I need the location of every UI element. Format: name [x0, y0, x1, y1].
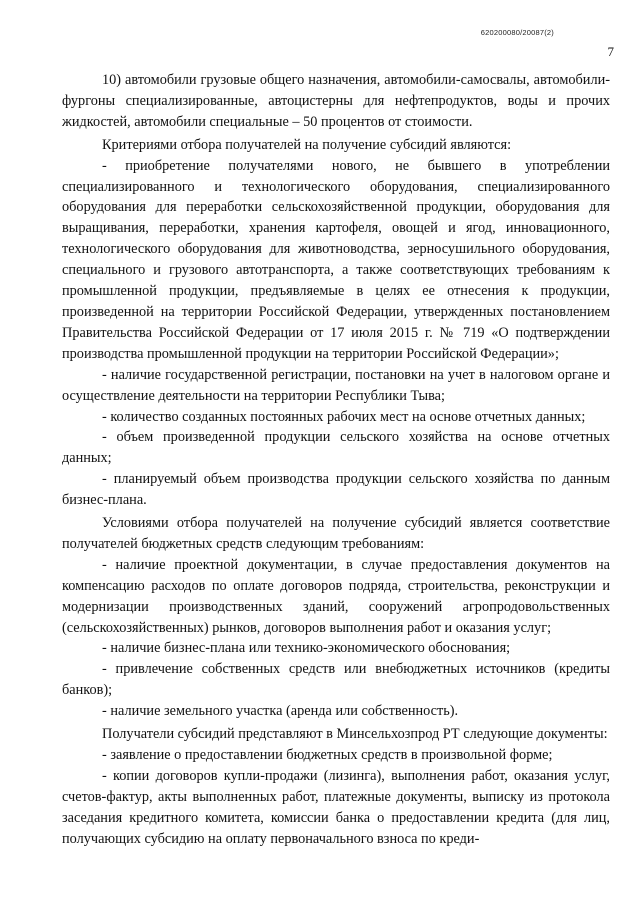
paragraph-document-contracts: - копии договоров купли-продажи (лизинга), выполнения работ, оказания услуг, счетов-фактур, акты выполненных работ, платежные документы, выписку из протокола заседания кредитного комитета, комиссии банка о предоставлении кредита (для лиц, получающих субсидию на оплату первоначального взноса по креди-: [62, 767, 610, 847]
paragraph-documents-heading: Получатели субсидий представляют в Минсельхозпрод РТ следующие документы:: [102, 726, 608, 743]
paragraph-criterion-registration: - наличие государственной регистрации, постановки на учет в налоговом органе и осуществление деятельности на территории Республики Тыва;: [62, 366, 610, 404]
document-id: 620200080/20087(2): [480, 28, 554, 37]
paragraph-criterion-output: - объем произведенной продукции сельского хозяйства на основе отчетных данных;: [62, 429, 610, 467]
paragraph-criterion-plan: - планируемый объем производства продукции сельского хозяйства по данным бизнес-плана.: [62, 471, 610, 509]
paragraph-criterion-equipment: - приобретение получателями нового, не бывшего в употреблении специализированного и технологического оборудования, специализированного оборудования для переработки сельскохозяйственной продукции, оборудования для выращивания, переработки, хранения картофеля, овощей и ягод, инновационного, технологического оборудования для животноводства, зерносушильного оборудования, специального и грузового автотранспорта, а также соответствующих требованиям к промышленной продукции, предъявляемые в целях ее отнесения к продукции, произведенной на территории Российской Федерации, утвержденных постановлением Правительства Российской Федерации от 17 июля 2015 г. № 719 «О подтверждении производства промышленной продукции на территории Российской Федерации»;: [62, 157, 610, 362]
paragraph-condition-own-funds: - привлечение собственных средств или внебюджетных источников (кредиты банков);: [62, 661, 610, 699]
page-number: 7: [607, 44, 614, 59]
paragraph-condition-project-docs: - наличие проектной документации, в случае предоставления документов на компенсацию расходов по оплате договоров подряда, строительства, реконструкции и модернизации производственных зданий, сооружений агропродовольственных (сельскохозяйственных) рынков, договоров выполнения работ и оказания услуг;: [62, 556, 610, 636]
paragraph-condition-land: - наличие земельного участка (аренда или собственность).: [102, 703, 459, 720]
paragraph-conditions-heading: Условиями отбора получателей на получение субсидий является соответствие получателей бюджетных средств следующим требованиям:: [62, 515, 610, 552]
paragraph-criteria-heading: Критериями отбора получателей на получение субсидий являются:: [102, 136, 512, 153]
paragraph-item-10-trucks: 10) автомобили грузовые общего назначения, автомобили-самосвалы, автомобили-фургоны специализированные, автоцистерны для нефтепродуктов, воды и прочих жидкостей, автомобили специальные – 50 процентов от стоимости.: [62, 72, 610, 130]
paragraph-criterion-jobs: - количество созданных постоянных рабочих мест на основе отчетных данных;: [102, 408, 586, 425]
paragraph-condition-business-plan: - наличие бизнес-плана или технико-экономического обоснования;: [102, 640, 511, 657]
document-body: [62, 70, 610, 850]
paragraph-document-application: - заявление о предоставлении бюджетных средств в произвольной форме;: [102, 747, 553, 763]
